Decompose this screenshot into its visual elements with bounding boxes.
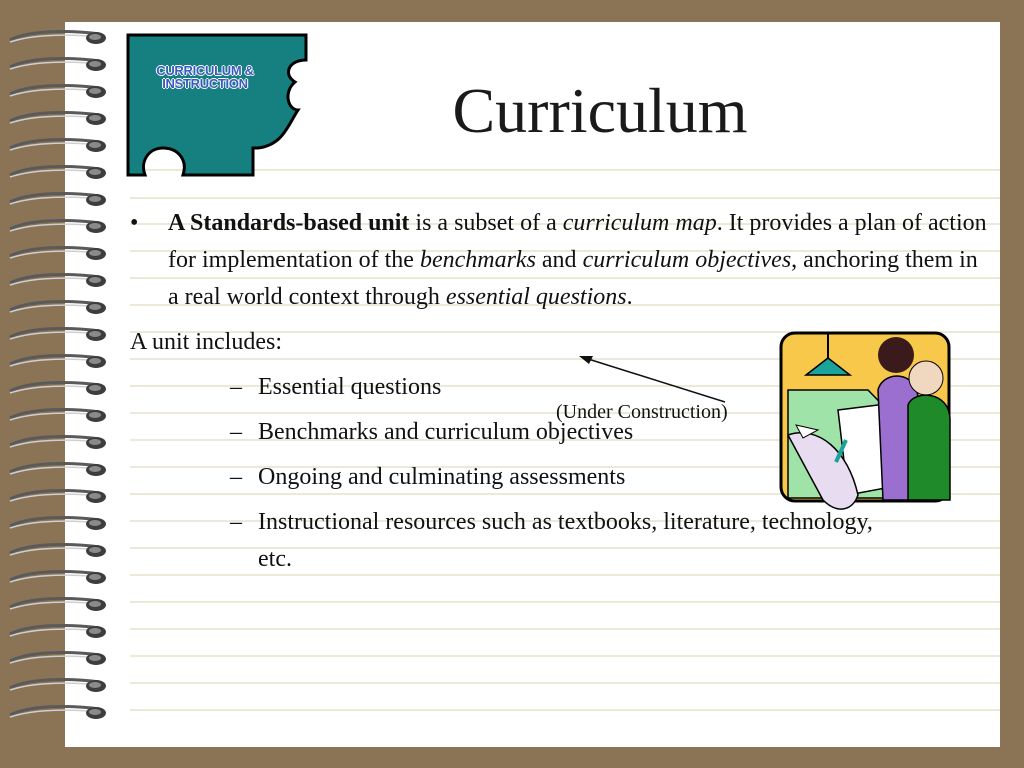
- dash-marker: –: [230, 464, 242, 490]
- dash-marker: –: [230, 374, 242, 400]
- spiral-binding-icon: [0, 0, 120, 768]
- slide-title: Curriculum: [452, 75, 748, 146]
- under-construction-callout: (Under Construction): [556, 401, 728, 423]
- bullet-segment: and: [535, 247, 583, 273]
- architects-blueprint-clipart-icon: [778, 330, 953, 520]
- bullet-segment-bold: A Standards-based unit: [168, 210, 410, 236]
- sub-item-text: Instructional resources such as textbooks, literature, technology, etc.: [258, 509, 873, 572]
- bullet-segment: is a subset of a: [409, 210, 563, 236]
- bullet-segment-italic: curriculum objectives: [582, 247, 792, 273]
- bullet-marker: •: [130, 210, 139, 236]
- bullet-text: [168, 210, 987, 310]
- puzzle-piece-logo: [123, 30, 313, 180]
- sub-item-text: Essential questions: [258, 374, 442, 400]
- sub-item-text: Benchmarks and curriculum objectives: [258, 419, 634, 445]
- dash-marker: –: [230, 509, 242, 535]
- intro-bullet: [130, 205, 990, 316]
- unit-heading: A unit includes:: [130, 329, 282, 355]
- bullet-segment: .: [626, 284, 633, 310]
- bullet-segment-italic: curriculum map: [562, 210, 717, 236]
- bullet-segment-italic: essential questions: [445, 284, 627, 310]
- bullet-segment: , anchoring them in a real world context through: [168, 247, 978, 310]
- bullet-segment: . It provides a plan of action for implementation of the: [168, 210, 987, 273]
- bullet-segment-italic: benchmarks: [419, 247, 536, 273]
- logo-text: CURRICULUM & INSTRUCTION: [156, 63, 254, 91]
- sub-item-text: Ongoing and culminating assessments: [258, 464, 626, 490]
- dash-marker: –: [230, 419, 242, 445]
